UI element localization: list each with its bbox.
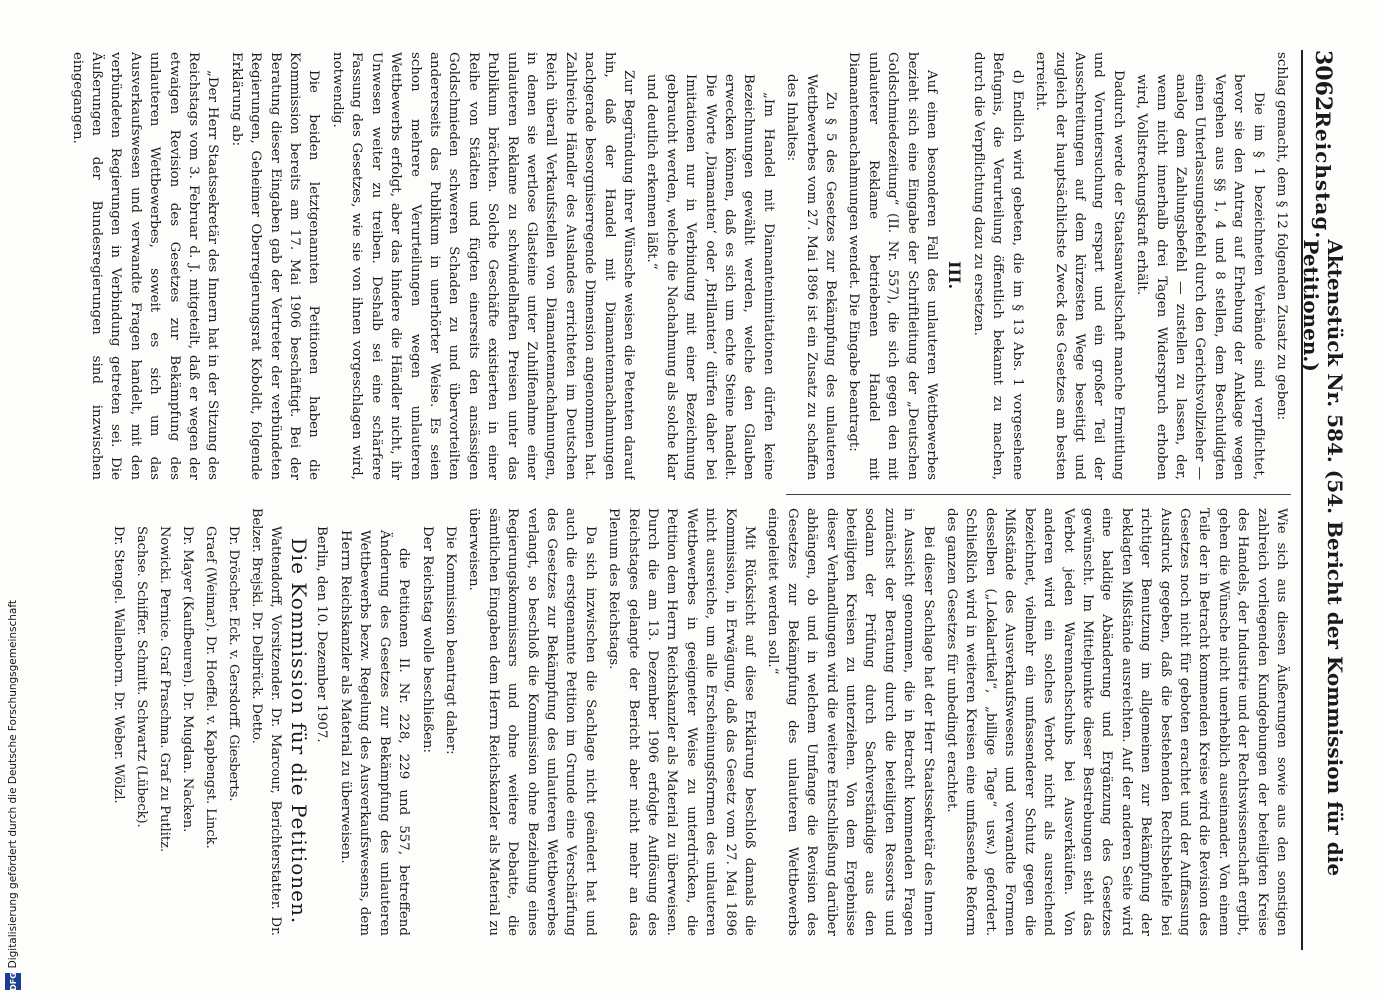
header-right: Aktenstück Nr. 584. (54. Bericht der Kommission für die Petitionen.)	[1299, 239, 1347, 877]
paragraph: d) Endlich wird gebeten, die im § 13 Abs. 1 vorgesehene Befugnis, die Verurteilung öffentlich bekannt zu machen, durch die Verpflichtung dazu zu ersetzen.	[970, 52, 1025, 480]
paragraph: Da sich inzwischen die Sachlage nicht geändert hat und auch die erstgenannte Petition im Grunde eine Verschärfung des Gesetzes zur Bekämpfung des unlauteren Wettbewerbes verlangt, so beschloß die Kommission ohne Beziehung eines Regierungskommissars und ohne weitere Debatte, die sämtlichen Eingaben dem Herrn Reichskanzler als Material zu überweisen.	[466, 508, 598, 936]
paragraph: Zu § 5 des Gesetzes zur Bekämpfung des unlauteren Wettbewerbes vom 27. Mai 1896 ist ein Zusatz zu schaffen des Inhaltes:	[784, 74, 839, 480]
paragraph: Zur Begründung ihrer Wünsche weisen die Petenten darauf hin, daß der Handel mit Diamantennachahmungen nachgerade besorgniserregende Dimension angenommen hat. Zahlreiche Händler des Auslandes errichteten im Deutschen Reich überall Verkaufsstellen von Diamantennachahmungen, in denen sie wertlose Glasteine unter Zuhilfenahme einer unlauteren Reklame zu schwindelhaften Preisen unter das Publikum brächten. Solche Geschäfte existierten in einer Reihe von Städten und fügten einerseits den ansässigen Goldschmieden schweren Schaden zu und übervorteilten andererseits das Publikum in unerhörter Weise. Es seien schon mehrere Verurteilungen wegen unlauteren Wettbewerbs erfolgt, aber das hindere die Händler nicht, ihr Unwesen weiter zu treiben. Deshalb sei eine schärfere Fassung des Gesetzes, wie sie von ihnen vorgeschlagen wird, notwendig.	[329, 52, 636, 480]
date-line: Berlin, den 10. Dezember 1907.	[314, 526, 330, 743]
paragraph: Dadurch werde der Staatsanwaltschaft manche Ermittlung und Voruntersuchung erspart und ein großer Teil der Ausschreitungen auf dem kürzesten Wege beseitigt und zugleich der hauptsächlichste Zweck des Gesetzes am besten erreicht.	[1033, 52, 1126, 480]
page-header	[1299, 50, 1347, 950]
digitization-credit	[4, 600, 22, 990]
paragraph: Mit Rücksicht auf diese Erklärung beschloß damals die Kommission, in Erwägung, daß das Gesetz vom 27. Mai 1896 nicht ausreiche, um alle Erscheinungsformen des unlauteren Wettbewerbes in geeigneter Weise zu unterdrücken, die Petition dem Herrn Reichskanzler als Material zu überweisen. Durch die am 13. Dezember 1906 erfolgte Auflösung des Reichstages gelangte der Bericht aber nicht mehr an das Plenum des Reichstags.	[606, 508, 758, 936]
signatures-line: Dr. Dröscher. Eck. v. Gersdorff. Giesberts.	[225, 526, 241, 802]
paragraph: Auf einen besonderen Fall des unlauteren Wettbewerbes bezieht sich eine Eingabe der Schriftleitung der „Deutschen Goldschmiedezeitung“ (II. Nr. 557), die sich gegen den mit unlauterer Reklame betriebenen Handel mit Diamantennachahmungen wendet. Die Eingabe beantragt:	[846, 52, 940, 480]
paragraph: Die beiden letztgenannten Petitionen haben die Kommission bereits am 17. Mai 1906 beschäftigt. Bei der Beratung dieser Eingaben gab der Vertreter der verbündeten Regierungen, Geheimer Oberregierungsrat Koboldt, folgende Erklärung ab:	[228, 52, 322, 480]
paragraph: Der Reichstag wolle beschließen:	[419, 526, 435, 754]
signatures-line: Wattendorff, Vorsitzender. Dr. Marcour, Berichterstatter. Dr. Belzer. Brejski. Dr. Delbrück. Detto.	[248, 508, 283, 936]
paragraph: „Der Herr Staatssekretär des Innern hat in der Sitzung des Reichstags vom 3. Februar d. J. mitgeteilt, daß er wegen der etwaigen Revision des Gesetzes zur Bekämpfung des unlauteren Wettbewerbes, soweit es sich um das Ausverkaufswesen und verwandte Fragen handelt, mit den verbündeten Regierungen in Verbindung getreten sei. Die Äußerungen der Bundesregierungen sind inzwischen eingegangen.	[69, 52, 221, 480]
quotation: „Im Handel mit Diamantenimitationen dürfen keine Bezeichnungen gewählt werden, welche den Glauben erwecken können, daß es sich um echte Steine handelt. Die Worte ‚Diamanten‘ oder ‚Brillanten‘ dürfen daher bei Imitationen nur in Verbindung mit einer Bezeichnung gebraucht werden, welche die Nachahmung als solche klar und deutlich erkennen läßt.“	[644, 74, 776, 480]
signatures-line: Dr. Mayer (Kaufbeuren). Dr. Mugdan. Nacken.	[179, 526, 195, 833]
motion-text: die Petitionen II. Nr. 228, 229 und 557, betreffend Änderung des Gesetzes zur Bekämpfung des unlauteren Wettbewerbs bezw. Regelung des Ausverkaufswesens, dem Herrn Reichskanzler als Material zu überweisen.	[337, 530, 412, 936]
right-column	[41, 508, 1291, 936]
page-number: 3062	[1310, 50, 1336, 112]
paragraph: Wie sich aus diesen Äußerungen sowie aus den sonstigen zahlreich vorliegenden Kundgebungen der beteiligten Kreise des Handels, der Industrie und der Rechtswissenschaft ergibt, gehen die Wünsche nicht unerheblich auseinander. Von einem Teile der in Betracht kommenden Kreise wird die Revision des Gesetzes noch nicht für geboten erachtet und der Auffassung Ausdruck gegeben, daß die bestehenden Rechtsbehelfe bei richtiger Benutzung im allgemeinen zur Bekämpfung der beklagten Mißstände ausreichten. Auf der anderen Seite wird eine baldige Abänderung und Ergänzung des Gesetzes gewünscht. Im Mittelpunkte dieser Bestrebungen steht das Verbot jeden Warennachschubs bei Ausverkäufen. Von anderen wird ein solches Verbot nicht als ausreichend bezeichnet, vielmehr ein umfassenderer Schutz gegen die Mißstände des Ausverkaufswesens und verwandte Formen desselben („Lokalartikel“, „billige Tage“ usw.) gefordert. Schließlich wird in weiteren Kreisen eine umfassende Reform des ganzen Gesetzes für unbedingt erachtet.	[944, 508, 1289, 936]
paragraph: Die im § 1 bezeichneten Verbände sind verpflichtet, bevor sie den Antrag auf Erhebung der Anklage wegen Vergehen aus §§ 1, 4 und 8 stellen, dem Beschuldigten einen Unterlassungsbefehl durch den Gerichtsvollzieher — analog dem Zahlungsbefehl — zustellen zu lassen, der, wenn nicht innerhalb drei Tagen Widerspruch erhoben wird, Vollstreckungskraft erhält.	[1134, 74, 1266, 480]
paragraph: Bei dieser Sachlage hat der Herr Staatssekretär des Innern in Aussicht genommen, die in Betracht kommenden Fragen zunächst der Beratung durch die beteiligten Ressorts und sodann der Prüfung durch Sachverständige aus den beteiligten Kreisen zu unterziehen. Von dem Ergebnisse dieser Verhandlungen wird die weitere Entschließung darüber abhängen, ob und in welchem Umfange die Revision des Gesetzes zur Bekämpfung des unlauteren Wettbewerbs eingeleitet werden soll.“	[765, 508, 936, 936]
signatures-line: Dr. Stengel. Wallenborn. Dr. Weber. Wölzl.	[110, 526, 126, 804]
credit-text: Digitalisierung gefördert durch die Deutsche Forschungsgemeinschaft	[7, 600, 19, 969]
header-left: Reichstag.	[1311, 111, 1335, 240]
paragraph: Die Kommission beantragt daher:	[442, 526, 458, 755]
signatures-line: Graef (Weimar). Dr. Hoeffel. v. Kapbengst. Linck.	[202, 526, 218, 849]
paragraph: schlag gemacht, dem § 12 folgenden Zusatz zu geben:	[1274, 52, 1289, 421]
left-column	[41, 52, 1291, 480]
commission-title: Die Kommission für die Petitionen.	[287, 537, 312, 925]
signatures-line: Nowicki. Pernice. Graf Praschma. Graf zu Putlitz.	[156, 526, 172, 853]
dfg-logo: DFG	[5, 973, 21, 990]
signatures-line: Sachse. Schiffer. Schmitt. Schwartz (Lübeck).	[133, 526, 149, 828]
column-divider	[786, 494, 1291, 495]
section-heading: III.	[945, 260, 965, 290]
